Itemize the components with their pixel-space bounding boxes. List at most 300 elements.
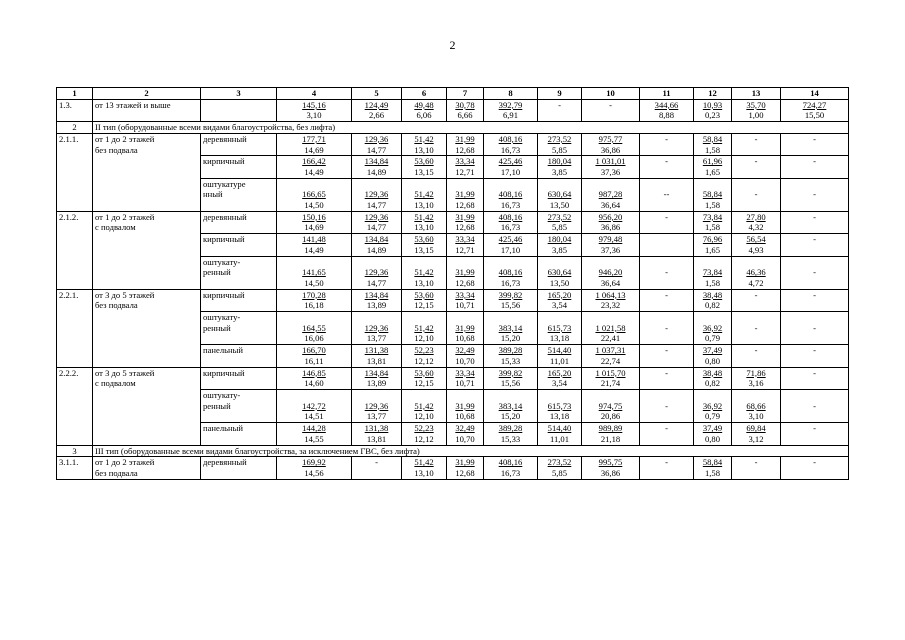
coefficient-value: 16,73 — [500, 144, 521, 155]
rate-value: - — [754, 133, 758, 144]
coefficient-value: 13,77 — [366, 333, 387, 344]
coefficient-value: 16,11 — [304, 355, 324, 366]
value-cell — [781, 312, 849, 345]
rate-value: 51,42 — [414, 457, 434, 468]
value-cell — [732, 389, 781, 422]
coefficient-value — [783, 278, 846, 289]
value-cell — [402, 211, 447, 233]
coefficient-value: 0,23 — [704, 110, 721, 121]
column-header: 1 — [57, 88, 93, 100]
rate-value: 61,96 — [702, 156, 723, 167]
rate-value: - — [665, 289, 668, 300]
value-cell — [484, 457, 538, 479]
coefficient-value — [783, 333, 846, 344]
value-cell — [447, 312, 484, 345]
rate-value: - — [813, 189, 816, 200]
value-cell — [538, 367, 582, 389]
value-cell — [484, 211, 538, 233]
rate-value: 145,16 — [302, 99, 326, 110]
coefficient-value: 3,16 — [748, 378, 764, 389]
value-cell — [732, 133, 781, 155]
rate-value: - — [813, 133, 816, 144]
column-header: 7 — [447, 88, 484, 100]
rate-value: 989,89 — [598, 423, 623, 434]
value-cell — [582, 345, 640, 367]
rate-value: 68,66 — [746, 400, 766, 411]
column-header: 8 — [484, 88, 538, 100]
value-cell — [640, 389, 694, 422]
value-cell — [582, 423, 640, 445]
coefficient-value: 13,15 — [414, 166, 434, 177]
wall-material — [201, 389, 277, 422]
rate-value: 38,48 — [702, 289, 723, 300]
value-cell — [582, 289, 640, 311]
rate-value: 31,99 — [455, 211, 475, 222]
coefficient-value — [783, 179, 846, 190]
rate-value: 408,16 — [498, 211, 523, 222]
value-cell — [447, 156, 484, 178]
coefficient-value — [449, 257, 481, 268]
row-code: 2.1.1. — [57, 133, 93, 211]
cell-line: ренный — [203, 267, 231, 278]
coefficient-value: 15,33 — [500, 355, 521, 366]
coefficient-value: 1,58 — [704, 467, 721, 478]
coefficient-value: 3,10 — [748, 411, 764, 422]
coefficient-value: 14,77 — [366, 144, 387, 155]
value-cell — [402, 234, 447, 256]
tariff-table — [56, 87, 849, 480]
coefficient-value — [404, 312, 444, 323]
coefficient-value — [783, 390, 846, 401]
rate-value: 166,42 — [302, 156, 326, 167]
value-cell — [582, 457, 640, 479]
coefficient-value: 14,77 — [366, 277, 387, 288]
coefficient-value — [279, 312, 349, 323]
cell-line: кирпичный — [203, 367, 245, 378]
value-cell — [277, 312, 352, 345]
coefficient-value: 5,85 — [551, 222, 568, 233]
value-cell — [694, 457, 732, 479]
value-cell — [781, 389, 849, 422]
value-cell — [484, 178, 538, 211]
row-code: 1.3. — [57, 99, 93, 121]
rate-value: 51,42 — [414, 322, 434, 333]
coefficient-value: 4,72 — [748, 277, 764, 288]
coefficient-value — [642, 434, 691, 445]
coefficient-value — [354, 257, 399, 268]
value-cell — [277, 289, 352, 311]
value-cell — [781, 367, 849, 389]
value-cell — [538, 99, 582, 121]
rate-value: 146,85 — [302, 367, 326, 378]
coefficient-value: 22,74 — [600, 355, 621, 366]
value-cell — [732, 99, 781, 121]
column-header: 14 — [781, 88, 849, 100]
rate-value: 35,70 — [746, 99, 766, 110]
coefficient-value — [734, 390, 778, 401]
coefficient-value: 15,20 — [500, 333, 521, 344]
rate-value: 36,92 — [702, 400, 723, 411]
coefficient-value — [584, 257, 637, 268]
rate-value: 389,28 — [498, 345, 523, 356]
value-cell — [781, 133, 849, 155]
value-cell — [402, 367, 447, 389]
value-cell — [484, 312, 538, 345]
value-cell — [277, 178, 352, 211]
coefficient-value: 1,58 — [704, 144, 721, 155]
rate-value: 31,99 — [455, 133, 475, 144]
cell-line: без подвала — [95, 467, 138, 478]
rate-value: 408,16 — [498, 267, 523, 278]
coefficient-value: 13,89 — [366, 378, 387, 389]
rate-value: 53,60 — [414, 367, 434, 378]
rate-value: 129,36 — [364, 189, 389, 200]
rate-value: 134,84 — [364, 234, 389, 245]
value-cell — [447, 367, 484, 389]
cell-line: кирпичный — [203, 156, 245, 167]
cell-line: ренный — [203, 322, 231, 333]
value-cell — [277, 423, 352, 445]
coefficient-value: 12,68 — [455, 467, 475, 478]
coefficient-value — [540, 179, 579, 190]
value-cell — [694, 133, 732, 155]
value-cell — [447, 345, 484, 367]
cell-line: с подвалом — [95, 222, 136, 233]
rate-value: 399,82 — [498, 289, 523, 300]
coefficient-value: 14,89 — [366, 166, 387, 177]
value-cell — [447, 423, 484, 445]
coefficient-value — [540, 390, 579, 401]
cell-line: нный — [203, 189, 223, 200]
value-cell — [781, 457, 849, 479]
rate-value: 71,86 — [746, 367, 766, 378]
value-cell — [538, 345, 582, 367]
coefficient-value: 15,56 — [500, 300, 521, 311]
value-cell — [447, 256, 484, 289]
value-cell — [694, 256, 732, 289]
coefficient-value: 0,80 — [704, 355, 721, 366]
coefficient-value: 13,77 — [366, 411, 387, 422]
table-row — [57, 211, 849, 233]
coefficient-value — [783, 468, 846, 479]
value-cell — [781, 289, 849, 311]
value-cell — [484, 389, 538, 422]
section-title: III тип (оборудованные всеми видами благоустройства, за исключением ГВС, без лифта) — [93, 445, 849, 457]
coefficient-value — [734, 333, 778, 344]
coefficient-value: 14,69 — [304, 144, 324, 155]
value-cell — [781, 256, 849, 289]
rate-value: 425,46 — [498, 234, 523, 245]
rate-value: 399,82 — [498, 367, 523, 378]
rate-value: 975,77 — [598, 133, 623, 144]
rate-value: 73,84 — [702, 267, 723, 278]
coefficient-value: 13,18 — [549, 333, 570, 344]
coefficient-value — [449, 312, 481, 323]
value-cell — [402, 256, 447, 289]
rate-value: 180,04 — [547, 234, 572, 245]
coefficient-value — [354, 468, 399, 479]
coefficient-value: 13,10 — [414, 144, 434, 155]
coefficient-value — [642, 145, 691, 156]
column-header: 3 — [201, 88, 277, 100]
rate-value: 58,84 — [702, 133, 723, 144]
value-cell — [352, 234, 402, 256]
rate-value: 33,34 — [455, 234, 475, 245]
rate-value: 1 015,70 — [595, 367, 626, 378]
coefficient-value: 13,15 — [414, 244, 434, 255]
rate-value: 514,40 — [547, 345, 572, 356]
coefficient-value: 12,71 — [455, 244, 475, 255]
rate-value: 956,20 — [598, 211, 623, 222]
value-cell — [640, 345, 694, 367]
coefficient-value — [783, 245, 846, 256]
value-cell — [538, 256, 582, 289]
coefficient-value: 23,32 — [600, 300, 621, 311]
value-cell — [277, 133, 352, 155]
coefficient-value: 1,65 — [704, 166, 721, 177]
value-cell — [538, 211, 582, 233]
coefficient-value — [696, 257, 729, 268]
coefficient-value: 14,49 — [304, 166, 324, 177]
coefficient-value — [696, 179, 729, 190]
value-cell — [484, 345, 538, 367]
value-cell — [352, 423, 402, 445]
value-cell — [781, 211, 849, 233]
rate-value: 46,36 — [746, 267, 766, 278]
coefficient-value — [642, 179, 691, 190]
value-cell — [402, 178, 447, 211]
coefficient-value: 37,36 — [600, 244, 621, 255]
coefficient-value — [783, 378, 846, 389]
value-cell — [582, 367, 640, 389]
coefficient-value: 36,86 — [600, 467, 621, 478]
coefficient-value: 1,58 — [704, 200, 721, 211]
rate-value: 1 031,01 — [595, 156, 626, 167]
coefficient-value: 0,79 — [704, 411, 721, 422]
coefficient-value: 17,10 — [500, 166, 521, 177]
value-cell — [538, 178, 582, 211]
coefficient-value — [279, 257, 349, 268]
value-cell — [694, 423, 732, 445]
coefficient-value — [486, 179, 535, 190]
value-cell — [781, 345, 849, 367]
rate-value: 51,42 — [414, 267, 434, 278]
rate-value: 32,49 — [455, 423, 475, 434]
coefficient-value — [584, 312, 637, 323]
column-header: 12 — [694, 88, 732, 100]
coefficient-value — [734, 145, 778, 156]
rate-value: 31,99 — [455, 189, 475, 200]
rate-value: 177,71 — [302, 133, 326, 144]
cell-line: кирпичный — [203, 289, 245, 300]
coefficient-value — [642, 468, 691, 479]
value-cell — [582, 156, 640, 178]
rate-value: 129,36 — [364, 267, 389, 278]
rate-value: - — [754, 322, 758, 333]
cell-line: деревянный — [203, 457, 247, 468]
coefficient-value: 13,50 — [549, 277, 570, 288]
coefficient-value: 16,06 — [304, 333, 324, 344]
rate-value: 408,16 — [498, 457, 523, 468]
value-cell — [277, 99, 352, 121]
rate-value: - — [665, 423, 668, 434]
value-cell — [640, 256, 694, 289]
value-cell — [582, 178, 640, 211]
value-cell — [640, 211, 694, 233]
row-code: 2.2.2. — [57, 367, 93, 445]
coefficient-value: 13,10 — [414, 200, 434, 211]
value-cell — [402, 457, 447, 479]
coefficient-value: 12,68 — [455, 222, 475, 233]
coefficient-value: 12,68 — [455, 277, 475, 288]
rate-value: 129,36 — [364, 133, 389, 144]
coefficient-value: 8,88 — [658, 110, 675, 121]
column-header: 11 — [640, 88, 694, 100]
rate-value: 37,49 — [702, 423, 723, 434]
coefficient-value — [642, 222, 691, 233]
value-cell — [694, 156, 732, 178]
rate-value: - — [813, 400, 816, 411]
coefficient-value: 3,85 — [551, 244, 568, 255]
coefficient-value — [734, 200, 778, 211]
wall-material — [201, 367, 277, 389]
coefficient-value — [783, 145, 846, 156]
rate-value: - — [754, 289, 758, 300]
value-cell — [538, 133, 582, 155]
wall-material — [201, 345, 277, 367]
rate-value: 51,42 — [414, 211, 434, 222]
value-cell — [538, 156, 582, 178]
coefficient-value: 12,15 — [414, 300, 434, 311]
value-cell — [352, 133, 402, 155]
rate-value: 150,16 — [302, 211, 326, 222]
value-cell — [582, 256, 640, 289]
value-cell — [694, 389, 732, 422]
coefficient-value: 13,89 — [366, 300, 387, 311]
coefficient-value: 12,71 — [455, 166, 475, 177]
coefficient-value: 10,68 — [455, 411, 475, 422]
rate-value: 131,38 — [364, 423, 389, 434]
value-cell — [352, 156, 402, 178]
coefficient-value — [642, 200, 691, 211]
value-cell — [640, 423, 694, 445]
rate-value: - — [754, 345, 758, 356]
rate-value: 383,14 — [498, 322, 523, 333]
rate-value: 946,20 — [598, 267, 623, 278]
section-row — [57, 445, 849, 457]
rate-value: 408,16 — [498, 189, 523, 200]
coefficient-value: 15,33 — [500, 433, 521, 444]
value-cell — [538, 423, 582, 445]
coefficient-value: 15,50 — [804, 110, 825, 121]
coefficient-value: 12,68 — [455, 144, 475, 155]
coefficient-value: 21,74 — [600, 378, 621, 389]
value-cell — [732, 211, 781, 233]
coefficient-value — [734, 300, 778, 311]
value-cell — [447, 234, 484, 256]
value-cell — [582, 234, 640, 256]
coefficient-value — [642, 257, 691, 268]
rate-value: 383,14 — [498, 400, 523, 411]
rate-value: - — [665, 133, 668, 144]
rate-value: 273,52 — [547, 133, 572, 144]
rate-value — [642, 234, 691, 245]
coefficient-value — [734, 356, 778, 367]
cell-line: от 3 до 5 этажей — [95, 367, 155, 378]
coefficient-value — [449, 390, 481, 401]
coefficient-value — [354, 179, 399, 190]
rate-value: 58,84 — [702, 189, 723, 200]
coefficient-value — [642, 378, 691, 389]
rate-value: 180,04 — [547, 156, 572, 167]
cell-line: оштукатуре — [203, 178, 246, 189]
row-code: 3.1.1. — [57, 457, 93, 479]
row-code: 2.2.1. — [57, 289, 93, 367]
column-header: 5 — [352, 88, 402, 100]
value-cell — [582, 133, 640, 155]
coefficient-value: 14,69 — [304, 222, 324, 233]
rate-value: 1 037,31 — [595, 345, 626, 356]
rate-value: 987,28 — [598, 189, 623, 200]
coefficient-value: 4,93 — [748, 244, 764, 255]
building-category — [93, 457, 201, 479]
coefficient-value — [642, 411, 691, 422]
value-cell — [640, 99, 694, 121]
value-cell — [732, 367, 781, 389]
coefficient-value — [783, 222, 846, 233]
wall-material — [201, 178, 277, 211]
value-cell — [781, 423, 849, 445]
coefficient-value — [642, 167, 691, 178]
coefficient-value: 13,18 — [549, 411, 570, 422]
coefficient-value: 13,81 — [366, 355, 387, 366]
rate-value: 31,99 — [455, 322, 475, 333]
coefficient-value: 3,12 — [748, 433, 764, 444]
coefficient-value: 10,70 — [455, 355, 475, 366]
rate-value: 51,42 — [414, 133, 434, 144]
value-cell — [694, 178, 732, 211]
section-code: 2 — [57, 122, 93, 134]
rate-value: - — [813, 423, 816, 434]
value-cell — [447, 289, 484, 311]
rate-value: 273,52 — [547, 211, 572, 222]
coefficient-value: 5,85 — [551, 144, 568, 155]
value-cell — [447, 178, 484, 211]
rate-value: -- — [663, 189, 670, 200]
table-row — [57, 99, 849, 121]
coefficient-value: 3,54 — [551, 378, 568, 389]
coefficient-value — [449, 179, 481, 190]
building-category — [93, 289, 201, 367]
rate-value: 144,28 — [302, 423, 326, 434]
rate-value: 344,66 — [654, 99, 679, 110]
cell-line: ренный — [203, 400, 231, 411]
value-cell — [277, 156, 352, 178]
coefficient-value: 13,50 — [549, 200, 570, 211]
coefficient-value — [279, 179, 349, 190]
rate-value: 56,54 — [746, 234, 766, 245]
rate-value: 389,28 — [498, 423, 523, 434]
building-category — [93, 367, 201, 445]
rate-value: 142,72 — [302, 400, 326, 411]
cell-line: оштукату- — [203, 312, 241, 323]
coefficient-value — [486, 257, 535, 268]
coefficient-value — [642, 356, 691, 367]
coefficient-value: 1,58 — [704, 277, 721, 288]
coefficient-value: 36,64 — [600, 200, 621, 211]
rate-value: 724,27 — [802, 99, 827, 110]
coefficient-value: 16,73 — [500, 200, 521, 211]
